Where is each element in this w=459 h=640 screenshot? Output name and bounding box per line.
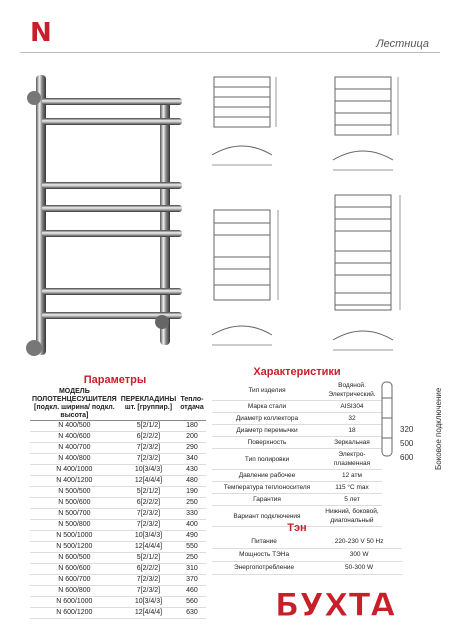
params-cell: 6[2/2/2] xyxy=(119,564,178,575)
params-row xyxy=(30,487,206,498)
params-table xyxy=(30,388,206,619)
characteristics-cell: Диаметр перемычки xyxy=(212,425,322,437)
params-cell: 10[3/4/3] xyxy=(119,531,178,542)
logo-text: БУХТА xyxy=(274,586,396,624)
side-connection-label: Боковое подключение xyxy=(434,387,443,470)
bukhta-logo xyxy=(250,578,420,628)
params-row xyxy=(30,454,206,465)
characteristics-cell: Электро-плазменная xyxy=(322,449,382,470)
params-cell: 7[2/3/2] xyxy=(119,586,178,597)
ten-cell: 50-300 W xyxy=(316,562,402,575)
params-cell: N 600/500 xyxy=(30,553,119,564)
params-cell: 630 xyxy=(178,608,206,619)
params-cell: 5[2/1/2] xyxy=(119,553,178,564)
params-cell: 7[2/3/2] xyxy=(119,520,178,531)
params-row xyxy=(30,597,206,608)
characteristics-cell: Диаметр коллектора xyxy=(212,413,322,425)
params-cell: N 400/800 xyxy=(30,454,119,465)
ten-table xyxy=(212,536,402,575)
params-header-bars: ПЕРЕКЛАДИНЫ шт. [группир.] xyxy=(119,388,178,421)
header-divider xyxy=(20,52,440,53)
brand-logo: N xyxy=(30,18,52,48)
params-row xyxy=(30,520,206,531)
side-value-600: 600 xyxy=(400,453,414,462)
params-cell: N 500/1000 xyxy=(30,531,119,542)
characteristics-row xyxy=(212,482,382,494)
params-cell: N 400/700 xyxy=(30,443,119,454)
ten-cell: Мощность ТЭНа xyxy=(212,549,316,562)
characteristics-row xyxy=(212,449,382,470)
params-title: Параметры xyxy=(83,374,147,386)
params-row xyxy=(30,542,206,553)
params-row xyxy=(30,586,206,597)
ten-row xyxy=(212,549,402,562)
params-cell: 190 xyxy=(178,487,206,498)
ten-title: Тэн xyxy=(287,522,307,534)
params-cell: 200 xyxy=(178,432,206,443)
ten-cell: 300 W xyxy=(316,549,402,562)
characteristics-cell: Нижний, боковой, диагональный xyxy=(322,506,382,527)
characteristics-cell: Температура теплоносителя xyxy=(212,482,322,494)
params-cell: 250 xyxy=(178,553,206,564)
drawing-1000 xyxy=(333,195,400,350)
characteristics-cell: Давление рабочее xyxy=(212,470,322,482)
params-cell: N 400/1200 xyxy=(30,476,119,487)
params-cell: 490 xyxy=(178,531,206,542)
params-row xyxy=(30,509,206,520)
params-cell: 430 xyxy=(178,465,206,476)
params-cell: 10[3/4/3] xyxy=(119,465,178,476)
params-cell: 310 xyxy=(178,564,206,575)
characteristics-cell: Гарантия xyxy=(212,494,322,506)
drawing-800 xyxy=(212,210,278,345)
params-cell: N 400/1000 xyxy=(30,465,119,476)
characteristics-row xyxy=(212,413,382,425)
params-row xyxy=(30,465,206,476)
params-cell: N 600/600 xyxy=(30,564,119,575)
params-cell: N 600/1200 xyxy=(30,608,119,619)
characteristics-cell: Тип изделия xyxy=(212,380,322,401)
params-cell: 460 xyxy=(178,586,206,597)
params-cell: N 600/1000 xyxy=(30,597,119,608)
ten-cell: 220-230 V 50 Hz xyxy=(316,536,402,549)
params-row xyxy=(30,575,206,586)
params-cell: 6[2/2/2] xyxy=(119,432,178,443)
params-cell: 7[2/3/2] xyxy=(119,443,178,454)
params-cell: 7[2/3/2] xyxy=(119,575,178,586)
params-body xyxy=(30,421,206,619)
params-cell: N 400/600 xyxy=(30,432,119,443)
ten-row xyxy=(212,536,402,549)
characteristics-cell: Марка стали xyxy=(212,401,322,413)
params-cell: N 500/600 xyxy=(30,498,119,509)
params-cell: 290 xyxy=(178,443,206,454)
params-cell: 10[3/4/3] xyxy=(119,597,178,608)
params-cell: N 500/700 xyxy=(30,509,119,520)
characteristics-cell: 5 лет xyxy=(322,494,382,506)
product-photo xyxy=(22,70,192,370)
params-cell: 5[2/1/2] xyxy=(119,421,178,432)
characteristics-row xyxy=(212,401,382,413)
params-row xyxy=(30,421,206,432)
params-cell: N 500/1200 xyxy=(30,542,119,553)
params-row xyxy=(30,608,206,619)
ten-row xyxy=(212,562,402,575)
params-row xyxy=(30,553,206,564)
side-connection-drawing xyxy=(378,380,396,460)
params-cell: 6[2/2/2] xyxy=(119,498,178,509)
characteristics-row xyxy=(212,380,382,401)
characteristics-row xyxy=(212,494,382,506)
params-cell: N 500/500 xyxy=(30,487,119,498)
params-row xyxy=(30,531,206,542)
params-header-heat: Тепло- отдача xyxy=(178,388,206,421)
params-cell: 5[2/1/2] xyxy=(119,487,178,498)
params-cell: 12[4/4/4] xyxy=(119,476,178,487)
params-cell: N 600/700 xyxy=(30,575,119,586)
side-value-320: 320 xyxy=(400,425,414,434)
params-cell: 12[4/4/4] xyxy=(119,608,178,619)
params-cell: 480 xyxy=(178,476,206,487)
ten-cell: Питание xyxy=(212,536,316,549)
side-value-500: 500 xyxy=(400,439,414,448)
params-cell: N 600/800 xyxy=(30,586,119,597)
params-cell: 330 xyxy=(178,509,206,520)
params-cell: N 500/800 xyxy=(30,520,119,531)
params-cell: N 400/500 xyxy=(30,421,119,432)
series-title: Лестница xyxy=(376,38,429,50)
characteristics-row xyxy=(212,425,382,437)
characteristics-cell: AISI304 xyxy=(322,401,382,413)
characteristics-row xyxy=(212,437,382,449)
params-cell: 12[4/4/4] xyxy=(119,542,178,553)
params-row xyxy=(30,564,206,575)
characteristics-table xyxy=(212,380,382,527)
characteristics-cell: 115 °C max xyxy=(322,482,382,494)
characteristics-cell: Водяной. Электрический. xyxy=(322,380,382,401)
characteristics-title: Характеристики xyxy=(253,366,341,378)
characteristics-cell: Зеркальная xyxy=(322,437,382,449)
characteristics-row xyxy=(212,470,382,482)
characteristics-cell: Тип полировки xyxy=(212,449,322,470)
characteristics-cell: 12 атм xyxy=(322,470,382,482)
technical-drawings xyxy=(200,65,450,360)
drawing-600 xyxy=(333,77,398,170)
drawing-500 xyxy=(212,77,276,165)
params-row xyxy=(30,443,206,454)
params-row xyxy=(30,498,206,509)
params-cell: 370 xyxy=(178,575,206,586)
params-cell: 7[2/3/2] xyxy=(119,509,178,520)
params-row xyxy=(30,476,206,487)
params-header-model: МОДЕЛЬ ПОЛОТЕНЦЕСУШИТЕЛЯ [подкл. ширина/ подкл. высота] xyxy=(32,388,117,419)
params-row xyxy=(30,432,206,443)
params-cell: 250 xyxy=(178,498,206,509)
characteristics-cell: 32 xyxy=(322,413,382,425)
params-cell: 550 xyxy=(178,542,206,553)
params-cell: 340 xyxy=(178,454,206,465)
characteristics-cell: Вариант подключения xyxy=(212,506,322,527)
characteristics-cell: 18 xyxy=(322,425,382,437)
params-cell: 400 xyxy=(178,520,206,531)
params-cell: 180 xyxy=(178,421,206,432)
params-cell: 560 xyxy=(178,597,206,608)
characteristics-cell: Поверхность xyxy=(212,437,322,449)
ten-cell: Энергопотребление xyxy=(212,562,316,575)
params-cell: 7[2/3/2] xyxy=(119,454,178,465)
